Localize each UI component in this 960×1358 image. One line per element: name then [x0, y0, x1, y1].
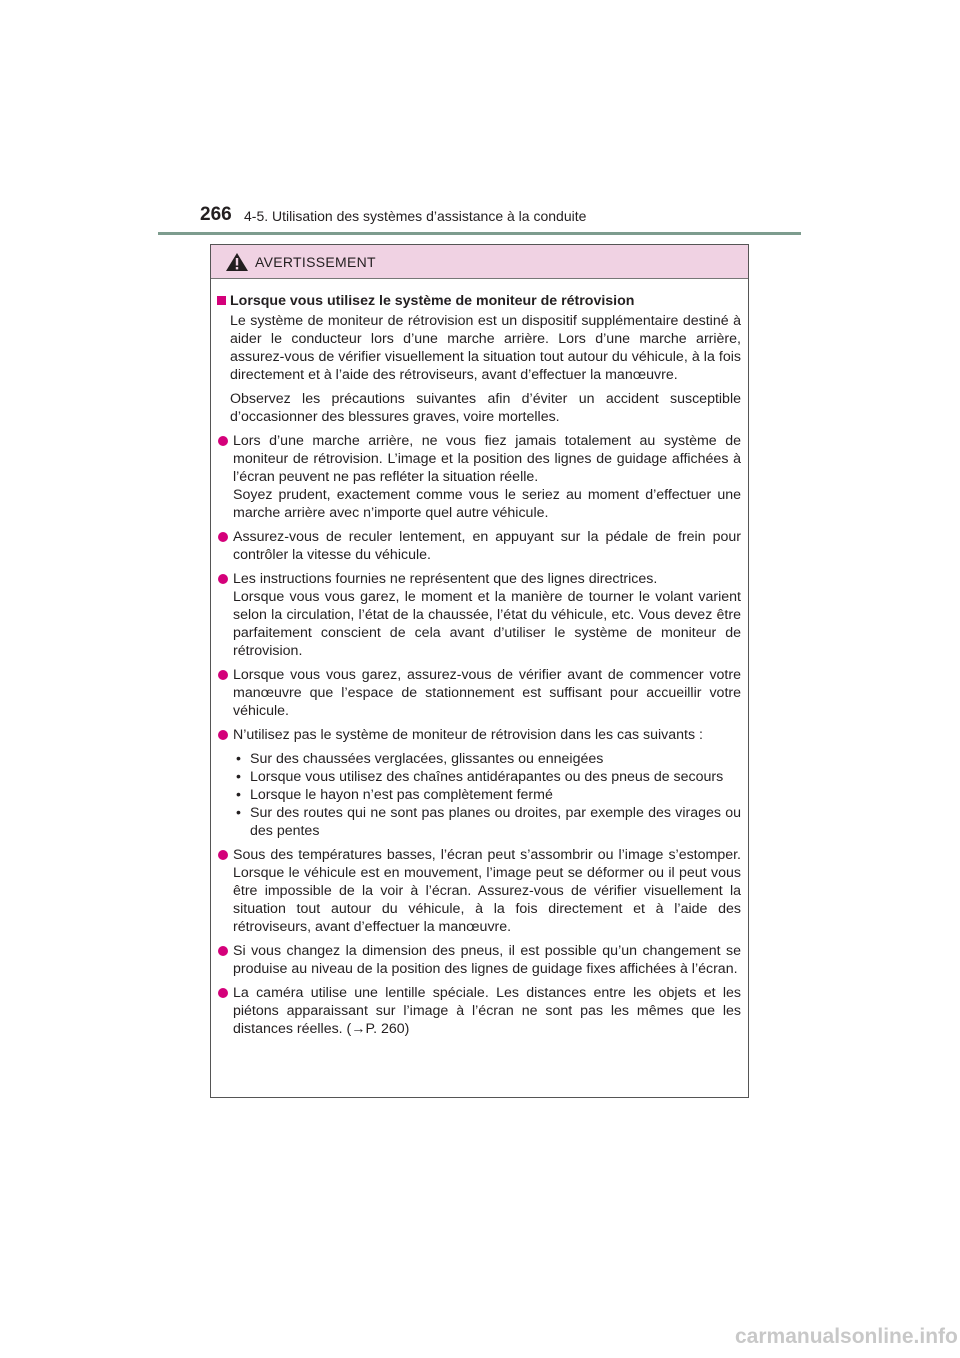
bullet-item: [217, 984, 741, 1038]
sub-bullet-mark: •: [236, 751, 241, 767]
bullet-item: [217, 570, 741, 660]
bullet-text: Soyez prudent, exactement comme vous le seriez au moment d’effectuer une marche arrière avec n’importe quel autre véhicule.: [233, 487, 741, 521]
bullet-item: [217, 942, 741, 978]
round-bullet-icon: [218, 670, 228, 680]
warning-heading: [217, 292, 741, 310]
section-title: 4-5. Utilisation des systèmes d’assistance à la conduite: [244, 208, 587, 224]
round-bullet-icon: [218, 946, 228, 956]
sub-list-text: Lorsque le hayon n’est pas complètement fermé: [250, 787, 553, 803]
bullet-item: [217, 846, 741, 936]
warning-label: AVERTISSEMENT: [255, 253, 376, 270]
bullet-text: Si vous changez la dimension des pneus, il est possible qu’un changement se produise au niveau de la position des lignes de guidage fixes affichées à l’écran.: [233, 943, 741, 977]
bullet-text: Sous des températures basses, l’écran peut s’assombrir ou l’image s’estomper. Lorsque le véhicule est en mouvement, l’image peut se déformer ou il peut vous être impossible de la voir à l’écran. Assurez-vous de vérifier visuellement la situation tout autour du véhicule, à la fois directement et à l’aide des rétroviseurs, avant d’effectuer la manœuvre.: [233, 847, 741, 935]
warning-box: [210, 244, 749, 1098]
sub-bullet-mark: •: [236, 769, 241, 785]
bullet-item: [217, 666, 741, 720]
sub-bullet-mark: •: [236, 805, 241, 821]
sub-list-item: [234, 786, 741, 804]
sub-bullet-mark: •: [236, 787, 241, 803]
round-bullet-icon: [218, 436, 228, 446]
bullet-text: Lorsque vous vous garez, le moment et la manière de tourner le volant varient selon la circulation, l’état de la chaussée, l’état du véhicule, etc. Vous devez être parfaitement conscient de cela avant d’utiliser le système de moniteur de rétrovision.: [233, 589, 741, 659]
round-bullet-icon: [218, 730, 228, 740]
round-bullet-icon: [218, 988, 228, 998]
bullet-text: Lorsque vous vous garez, assurez-vous de vérifier avant de commencer votre manœuvre que l’espace de stationnement est suffisant pour accueillir votre véhicule.: [233, 667, 741, 719]
bullet-item: [217, 528, 741, 564]
bullet-item: [217, 432, 741, 522]
page-number: 266: [200, 204, 232, 225]
sub-list-item: [234, 768, 741, 786]
sub-list-item: [234, 804, 741, 840]
sub-list-item: [234, 750, 741, 768]
warning-heading-text: Lorsque vous utilisez le système de moniteur de rétrovision: [230, 293, 635, 309]
intro-paragraph: Le système de moniteur de rétrovision est un dispositif supplémentaire destiné à aider le conducteur lors d’une marche arrière. Lors d’une marche arrière, assurez-vous de vérifier visuellement la situation tout autour du véhicule, à la fois directement et à l’aide des rétroviseurs, avant d’effectuer la manœuvre.: [230, 313, 741, 383]
round-bullet-icon: [218, 574, 228, 584]
intro-paragraph: Observez les précautions suivantes afin d’éviter un accident susceptible d’occasionner des blessures graves, voire mortelles.: [230, 391, 741, 425]
header-rule: [158, 232, 801, 235]
bullet-text: Les instructions fournies ne représentent que des lignes directrices.: [233, 571, 658, 587]
bullet-item: [217, 726, 741, 744]
round-bullet-icon: [218, 532, 228, 542]
bullet-text: La caméra utilise une lentille spéciale. Les distances entre les objets et les piétons apparaissant sur l’image à l’écran ne sont pas les mêmes que les distances réelles. (→P. 260): [233, 985, 741, 1037]
sub-list-text: Sur des routes qui ne sont pas planes ou droites, par exemple des virages ou des pentes: [250, 805, 741, 839]
warning-triangle-icon: [225, 252, 249, 272]
bullet-text: Assurez-vous de reculer lentement, en appuyant sur la pédale de frein pour contrôler la vitesse du véhicule.: [233, 529, 741, 563]
bullet-text: Lors d’une marche arrière, ne vous fiez jamais totalement au système de moniteur de rétrovision. L’image et la position des lignes de guidage affichées à l’écran peuvent ne pas refléter la situation réelle.: [233, 433, 741, 485]
round-bullet-icon: [218, 850, 228, 860]
sub-list: [234, 750, 741, 840]
warning-header: [211, 245, 748, 279]
square-bullet-icon: [217, 296, 226, 305]
sub-list-text: Lorsque vous utilisez des chaînes antidérapantes ou des pneus de secours: [250, 769, 724, 785]
watermark-link[interactable]: carmanualsonline.info: [735, 1325, 958, 1348]
sub-list-text: Sur des chaussées verglacées, glissantes ou enneigées: [250, 751, 604, 767]
warning-body: [211, 279, 748, 1038]
bullet-text: N’utilisez pas le système de moniteur de rétrovision dans les cas suivants :: [233, 727, 703, 743]
